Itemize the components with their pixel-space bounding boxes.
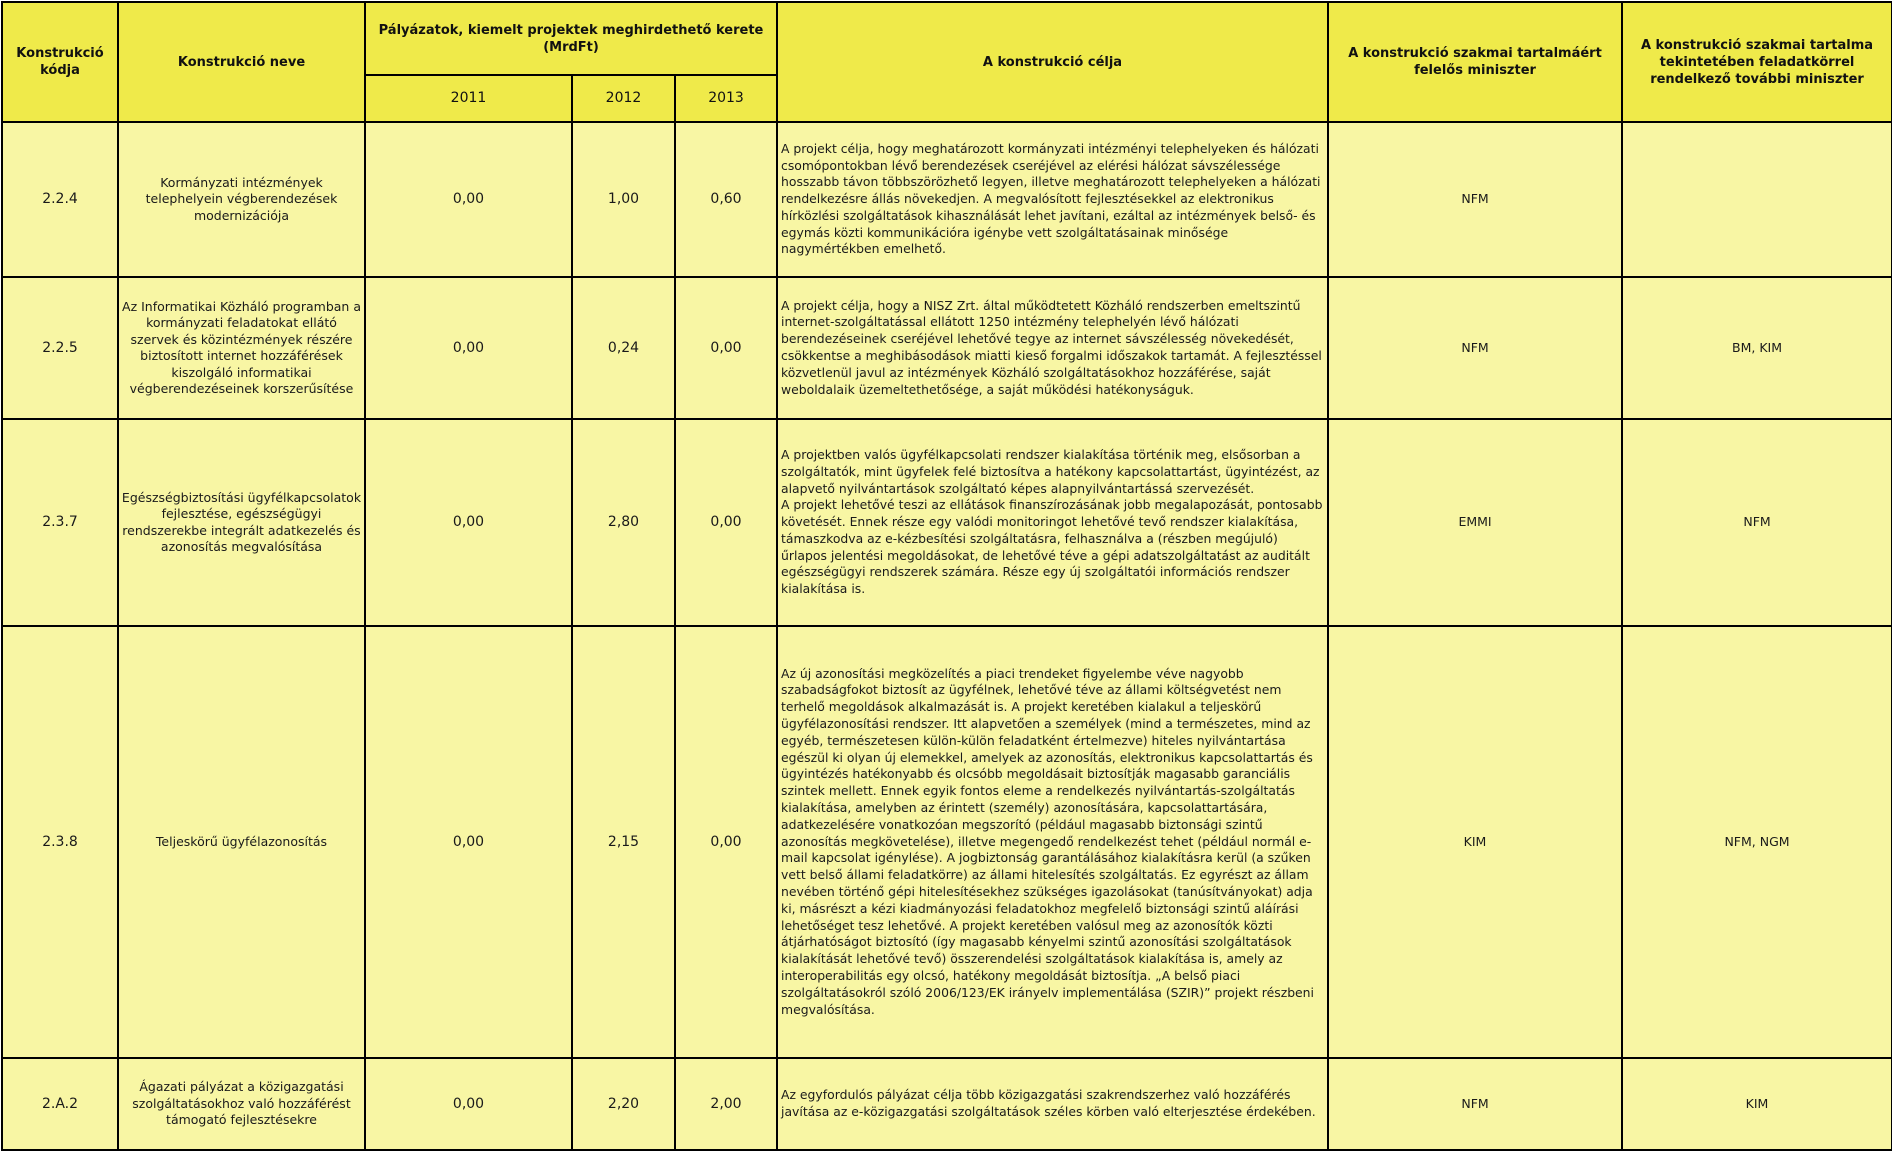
- row-2012: 2,15: [572, 626, 675, 1058]
- row-2012: 2,80: [572, 419, 675, 626]
- header-year-2012: 2012: [572, 75, 675, 122]
- row-goal: A projekt célja, hogy meghatározott kormányzati intézményi telephelyeken és hálózati csomópontokban lévő berendezések cseréjével az elérési hálózat sávszélessége hosszabb távon többszörözhető legyen, illetve meghatározott telephelyeken a hálózati rendelkezésre állás növekedjen. A megvalósított fejlesztésekkel az elektronikus hírközlési szolgáltatások kihasználását lehet javítani, ezáltal az intézmények belső- és egymás közti kommunikációra igénybe vett szolgáltatásainak minősége nagymértékben emelhető.: [777, 122, 1328, 277]
- row-2011: 0,00: [365, 277, 572, 419]
- row-code: 2.3.8: [2, 626, 118, 1058]
- construction-table: [1, 1, 1892, 1151]
- row-2012: 0,24: [572, 277, 675, 419]
- row-goal: A projektben valós ügyfélkapcsolati rendszer kialakítása történik meg, elsősorban a szolgáltatók, mint ügyfelek felé biztosítva a hatékony kapcsolattartást, ügyintézést, az alapvető nyilvántartások szolgáltató képes alapnyilvántartássá szervezését. A projekt lehetővé teszi az ellátások finanszírozásának jobb megalapozását, pontosabb követését. Ennek része egy valódi monitoringot lehetővé tevő rendszer kialakítása, támaszkodva az e-kézbesítési szolgáltatásra, felhasználva a (részben megújuló) űrlapos jelentési megoldásokat, de lehetővé téve a gépi adatszolgáltatást az auditált egészségügyi rendszerek számára. Része egy új szolgáltatói információs rendszer kialakítása is.: [777, 419, 1328, 626]
- table-row: [2, 419, 1892, 626]
- row-other-minister: KIM: [1622, 1058, 1892, 1150]
- row-other-minister: [1622, 122, 1892, 277]
- row-minister: NFM: [1328, 277, 1622, 419]
- table-row: [2, 277, 1892, 419]
- row-code: 2.2.4: [2, 122, 118, 277]
- row-2012: 1,00: [572, 122, 675, 277]
- row-name: Kormányzati intézmények telephelyein végberendezések modernizációja: [118, 122, 365, 277]
- row-2012: 2,20: [572, 1058, 675, 1150]
- table-row: [2, 626, 1892, 1058]
- row-2013: 0,00: [675, 626, 777, 1058]
- row-name: Egészségbiztosítási ügyfélkapcsolatok fejlesztése, egészségügyi rendszerekbe integrált adatkezelés és azonosítás megvalósítása: [118, 419, 365, 626]
- header-budget: Pályázatok, kiemelt projektek meghirdethető kerete (MrdFt): [365, 2, 777, 75]
- row-goal: A projekt célja, hogy a NISZ Zrt. által működtetett Közháló rendszerben emeltszintű internet-szolgáltatással ellátott 1250 intézmény telephelyén lévő hálózati berendezéseinek cseréjével lehetővé tegye az internet sávszélesség növekedését, csökkentse a meghibásodások miatti kieső forgalmi időszakok tartamát. A fejlesztéssel közvetlenül javul az intézmények Közháló szolgáltatásokhoz hozzáférése, saját weboldalaik üzemeltethetősége, a saját működési hatékonyságuk.: [777, 277, 1328, 419]
- header-year-2011: 2011: [365, 75, 572, 122]
- row-name: Az Informatikai Közháló programban a kormányzati feladatokat ellátó szervek és közintézmények részére biztosított internet hozzáférések kiszolgáló informatikai végberendezéseinek korszerűsítése: [118, 277, 365, 419]
- row-minister: NFM: [1328, 1058, 1622, 1150]
- header-goal: A konstrukció célja: [777, 2, 1328, 122]
- row-2011: 0,00: [365, 1058, 572, 1150]
- header-row: [2, 2, 1892, 75]
- row-name: Ágazati pályázat a közigazgatási szolgáltatásokhoz való hozzáférést támogató fejlesztésekre: [118, 1058, 365, 1150]
- row-name: Teljeskörű ügyfélazonosítás: [118, 626, 365, 1058]
- row-2013: 0,00: [675, 419, 777, 626]
- row-other-minister: NFM, NGM: [1622, 626, 1892, 1058]
- header-name: Konstrukció neve: [118, 2, 365, 122]
- row-minister: KIM: [1328, 626, 1622, 1058]
- row-other-minister: BM, KIM: [1622, 277, 1892, 419]
- row-minister: EMMI: [1328, 419, 1622, 626]
- row-goal: Az egyfordulós pályázat célja több közigazgatási szakrendszerhez való hozzáférés javítása az e-közigazgatási szolgáltatások széles körben való elterjesztése érdekében.: [777, 1058, 1328, 1150]
- row-code: 2.2.5: [2, 277, 118, 419]
- row-code: 2.3.7: [2, 419, 118, 626]
- row-other-minister: NFM: [1622, 419, 1892, 626]
- row-code: 2.A.2: [2, 1058, 118, 1150]
- row-2011: 0,00: [365, 122, 572, 277]
- table-row: [2, 122, 1892, 277]
- row-2013: 2,00: [675, 1058, 777, 1150]
- header-code: Konstrukció kódja: [2, 2, 118, 122]
- row-minister: NFM: [1328, 122, 1622, 277]
- row-2013: 0,60: [675, 122, 777, 277]
- row-goal: Az új azonosítási megközelítés a piaci trendeket figyelembe véve nagyobb szabadságfokot biztosít az ügyfélnek, lehetővé téve az állami költségvetést nem terhelő megoldások alkalmazását is. A projekt keretében kialakul a teljeskörű ügyfélazonosítási rendszer. Itt alapvetően a személyek (mind a természetes, mind az egyéb, természetesen külön-külön feladatként értelmezve) hiteles nyilvántartása egészül ki olyan új elemekkel, amelyek az azonosítás, elektronikus kapcsolattartás és ügyintézés hatékonyabb és olcsóbb megoldásait biztosítják magasabb garanciális szintek mellett. Ennek egyik fontos eleme a rendelkezés nyilvántartás-szolgáltatás kialakítása, amelyben az érintett (személy) azonosítására, kapcsolattartására, adatkezelésére vonatkozóan megszorító (például magasabb biztonsági szintű azonosítás megkövetelése), illetve megengedő rendelkezést tehet (például normál e-mail kapcsolat igénylése). A jogbiztonság garantálásához kialakításra kerül (a szűken vett belső állami feladatkörre) az állami hitelesítés szolgáltatás. Ez egyrészt az állam nevében történő gépi hitelesítésekhez szükséges igazolásokat (tanúsítványokat) adja ki, másrészt a kézi kiadmányozási feladatokhoz megfelelő biztonsági szintű aláírási lehetőséget tesz lehetővé. A projekt keretében valósul meg az azonosítók közti átjárhatóságot biztosító (így magasabb kényelmi szintű azonosítási szolgáltatások kialakítását lehetővé tevő) összerendelési szolgáltatások kialakítása is, amely az interoperabilitás egy olcsó, hatékony megoldását biztosítja. „A belső piaci szolgáltatásokról szóló 2006/123/EK irányelv implementálása (SZIR)” projekt részbeni megvalósítása.: [777, 626, 1328, 1058]
- row-2011: 0,00: [365, 626, 572, 1058]
- header-year-2013: 2013: [675, 75, 777, 122]
- header-other-minister: A konstrukció szakmai tartalma tekintetében feladatkörrel rendelkező további miniszter: [1622, 2, 1892, 122]
- table-row: [2, 1058, 1892, 1150]
- row-2013: 0,00: [675, 277, 777, 419]
- row-2011: 0,00: [365, 419, 572, 626]
- header-minister: A konstrukció szakmai tartalmáért felelős miniszter: [1328, 2, 1622, 122]
